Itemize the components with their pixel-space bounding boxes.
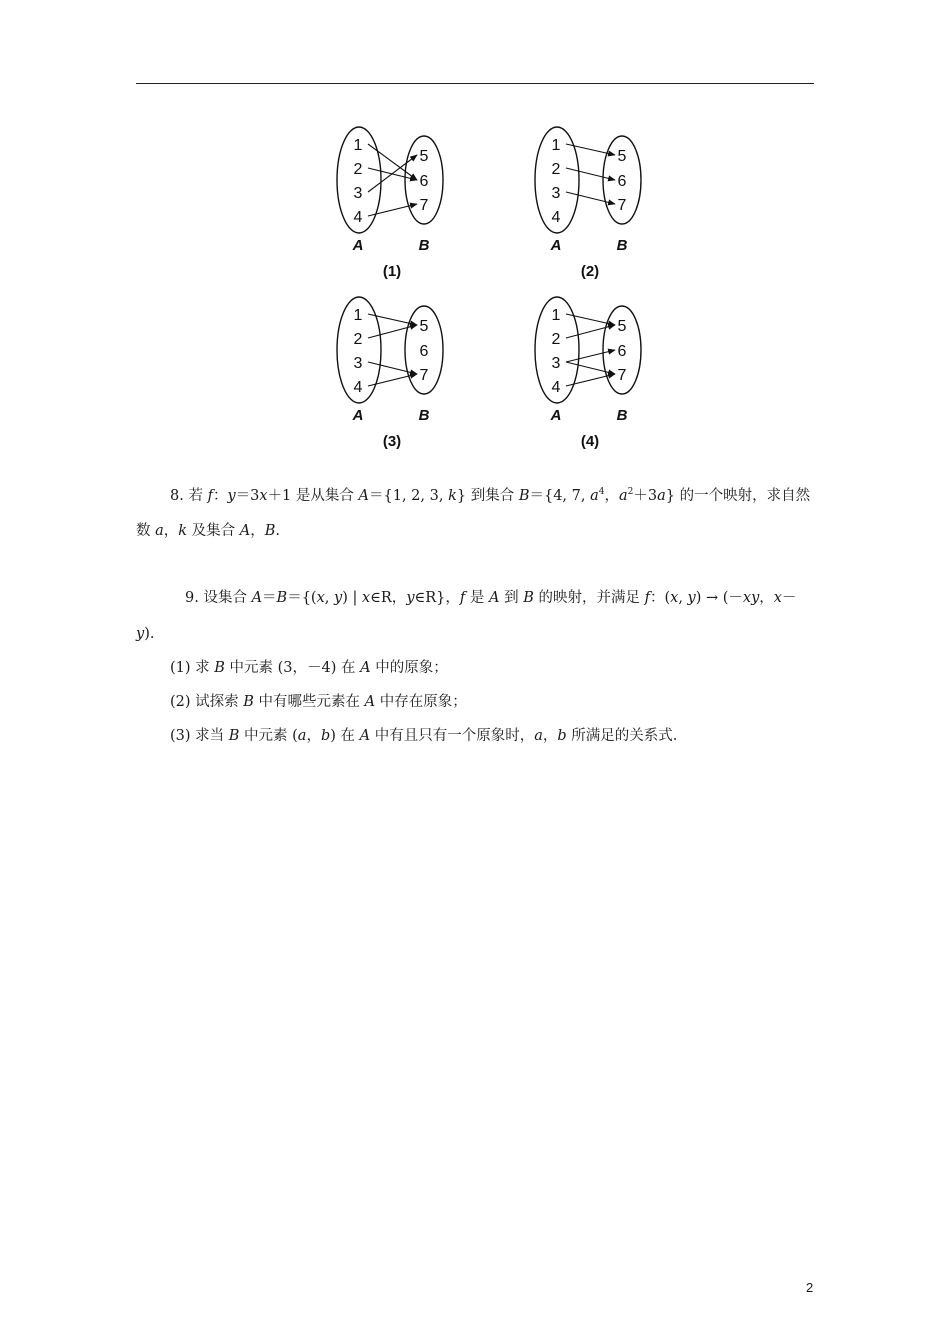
- question-9-part-1: (1) 求 B 中元素 (3，－4) 在 A 中的原象；: [170, 660, 448, 676]
- page-number: 2: [806, 1280, 814, 1295]
- question-9-part-2: (2) 试探索 B 中有哪些元素在 A 中存在原象；: [170, 694, 467, 710]
- set-b-element: 5: [419, 318, 429, 335]
- set-a-element: 2: [353, 161, 363, 178]
- mapping-arrow: [566, 325, 615, 338]
- mapping-arrow: [368, 325, 417, 338]
- diagram-caption: (2): [580, 263, 600, 280]
- set-b-label: B: [418, 407, 430, 424]
- set-a-label: A: [352, 407, 364, 424]
- mapping-arrow: [566, 362, 615, 374]
- set-b-element: 7: [419, 197, 429, 214]
- mapping-arrow: [566, 168, 615, 180]
- mapping-arrow: [566, 350, 615, 362]
- set-a-element: 4: [551, 209, 561, 226]
- set-b-label: B: [616, 407, 628, 424]
- set-b-element: 7: [617, 197, 627, 214]
- mapping-diagram-4: [535, 297, 641, 450]
- set-a-element: 2: [353, 331, 363, 348]
- mapping-arrow: [368, 362, 417, 374]
- set-a-element: 1: [353, 307, 363, 324]
- set-b-element: 5: [617, 318, 627, 335]
- set-a-element: 1: [551, 137, 561, 154]
- set-a-element: 3: [353, 185, 363, 202]
- set-b-label: B: [418, 237, 430, 254]
- question-9-line-1: 9. 设集合 A＝B＝{(x, y) | x∈R，y∈R}，f 是 A 到 B 的映射，并满足 f：(x, y) → (－xy，x－: [185, 590, 797, 606]
- set-b-element: 6: [617, 173, 627, 190]
- set-b-element: 6: [617, 343, 627, 360]
- mapping-arrow: [566, 192, 615, 204]
- set-a-label: A: [550, 237, 562, 254]
- mapping-diagram-3: [337, 297, 443, 450]
- mapping-arrow: [368, 155, 417, 192]
- set-b-element: 6: [419, 343, 429, 360]
- question-8-line-2: 数 a，k 及集合 A，B.: [136, 523, 281, 539]
- question-9-part-3: (3) 求当 B 中元素 (a，b) 在 A 中有且只有一个原象时，a，b 所满足的关系式.: [170, 728, 678, 744]
- set-b-element: 6: [419, 173, 429, 190]
- question-8-line-1: 8. 若 f：y＝3x＋1 是从集合 A＝{1, 2, 3, k} 到集合 B＝{4, 7, $a^4$，$a^2+3a$} 的一个映射，求自然: [170, 487, 811, 504]
- diagram-caption: (4): [580, 433, 600, 450]
- set-a-element: 1: [353, 137, 363, 154]
- question-9-line-2: y).: [136, 626, 155, 642]
- set-a-element: 3: [551, 185, 561, 202]
- set-a-label: A: [550, 407, 562, 424]
- set-a-label: A: [352, 237, 364, 254]
- mapping-diagram-1: [337, 127, 443, 280]
- set-a-element: 2: [551, 161, 561, 178]
- header-rule: [136, 83, 814, 84]
- diagram-caption: (3): [382, 433, 402, 450]
- set-b-label: B: [616, 237, 628, 254]
- set-a-element: 4: [353, 209, 363, 226]
- mapping-diagram-2: [535, 127, 641, 280]
- set-b-element: 5: [419, 148, 429, 165]
- set-a-element: 4: [551, 379, 561, 396]
- set-a-element: 4: [353, 379, 363, 396]
- set-b-element: 7: [419, 367, 429, 384]
- diagram-caption: (1): [382, 263, 402, 280]
- set-b-element: 5: [617, 148, 627, 165]
- set-a-element: 3: [551, 355, 561, 372]
- set-b-element: 7: [617, 367, 627, 384]
- set-a-element: 2: [551, 331, 561, 348]
- set-a-element: 1: [551, 307, 561, 324]
- set-a-element: 3: [353, 355, 363, 372]
- mapping-diagrams-figure: [320, 120, 660, 460]
